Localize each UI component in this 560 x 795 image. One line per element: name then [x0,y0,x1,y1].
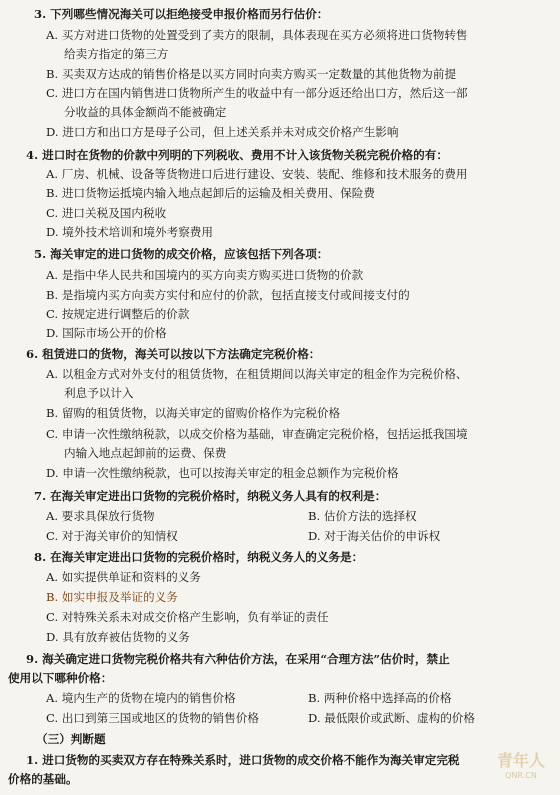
question-3-option-c-line2: 分收益的具体金额尚不能被确定 [64,105,227,119]
question-4-option-d: D. 境外技术培训和境外考察费用 [46,225,213,239]
question-3-option-b: B. 买卖双方达成的销售价格是以买方同时向卖方购买一定数量的其他货物为前提 [46,67,457,81]
question-7-option-a: A. 要求具保放行货物 [46,509,155,523]
question-7-title: 7. 在海关审定进出口货物的完税价格时，纳税义务人具有的权利是： [34,489,387,503]
question-9-option-d: D. 最低限价或武断、虚构的价格 [308,711,475,725]
section-heading-true-false: （三）判断题 [36,732,106,746]
watermark-sub-text: QNR.CN [505,771,537,780]
question-5-title: 5. 海关审定的进口货物的成交价格，应该包括下列各项： [34,247,329,261]
question-5-option-c: C. 按规定进行调整后的价款 [46,307,190,321]
question-5-option-a: A. 是指中华人民共和国境内的买方向卖方购买进口货物的价款 [46,268,364,282]
question-6-option-a-line1: A. 以租金方式对外支付的租赁货物，在租赁期间以海关审定的租金作为完税价格、 [46,367,468,381]
question-6-option-c-line1: C. 申请一次性缴纳税款，以成交价格为基础，审查确定完税价格，包括运抵我国境 [46,427,468,441]
question-8-title: 8. 在海关审定进出口货物的完税价格时，纳税义务人的义务是： [34,550,364,564]
question-6-option-d: D. 申请一次性缴纳税款，也可以按海关审定的租金总额作为完税价格 [46,466,399,480]
question-5-option-d: D. 国际市场公开的价格 [46,326,167,340]
question-7-option-b: B. 估价方法的选择权 [308,509,417,523]
question-4-option-c: C. 进口关税及国内税收 [46,206,167,220]
question-3-option-a-line1: A. 买方对进口货物的处置受到了卖方的限制，具体表现在买方必须将进口货物转售 [46,28,468,42]
question-9-title-line2: 使用以下哪种价格： [8,671,113,685]
question-7-option-c: C. 对于海关审价的知情权 [46,529,178,543]
question-9-option-c: C. 出口到第三国或地区的货物的销售价格 [46,711,259,725]
question-6-option-c-line2: 内输入地点起卸前的运费、保费 [64,446,227,460]
question-8-option-c: C. 对特殊关系未对成交价格产生影响，负有举证的责任 [46,610,329,624]
question-3-option-a-line2: 给卖方指定的第三方 [64,47,169,61]
question-6-option-b: B. 留购的租赁货物，以海关审定的留购价格作为完税价格 [46,406,341,420]
question-6-option-a-line2: 利息予以计入 [64,386,134,400]
question-9-option-a: A. 境内生产的货物在境内的销售价格 [46,691,236,705]
question-3-option-c-line1: C. 进口方在国内销售进口货物所产生的收益中有一部分返还给出口方，然后这一部 [46,86,468,100]
question-7-option-d: D. 对于海关估价的申诉权 [308,529,441,543]
question-4-title: 4. 进口时在货物的价款中列明的下列税收、费用不计入该货物关税完税价格的有： [26,148,448,162]
question-5-option-b: B. 是指境内买方向卖方实付和应付的价款，包括直接支付或间接支付的 [46,288,410,302]
question-9-title-line1: 9. 海关确定进口货物完税价格共有六种估价方法，在采用“合理方法”估价时，禁止 [26,652,450,666]
question-8-option-d: D. 具有放弃被估货物的义务 [46,630,190,644]
question-3-title: 3. 下列哪些情况海关可以拒绝接受申报价格而另行估价： [34,7,329,21]
question-4-option-b: B. 进口货物运抵境内输入地点起卸后的运输及相关费用、保险费 [46,186,375,200]
true-false-item-1-line1: 1. 进口货物的买卖双方存在特殊关系时，进口货物的成交价格不能作为海关审定完税 [26,753,460,767]
question-8-option-b: B. 如实申报及举证的义务 [46,590,178,604]
question-4-option-a: A. 厂房、机械、设备等货物进口后进行建设、安装、装配、维修和技术服务的费用 [46,167,468,181]
watermark-logo [490,751,552,791]
true-false-item-1-line2: 价格的基础。 [8,772,78,786]
watermark-main-text: 青年人 [496,751,545,770]
question-3-option-d: D. 进口方和出口方是母子公司，但上述关系并未对成交价格产生影响 [46,125,399,139]
question-8-option-a: A. 如实提供单证和资料的义务 [46,570,201,584]
question-9-option-b: B. 两种价格中选择高的价格 [308,691,452,705]
question-6-title: 6. 租赁进口的货物，海关可以按以下方法确定完税价格： [26,347,321,361]
